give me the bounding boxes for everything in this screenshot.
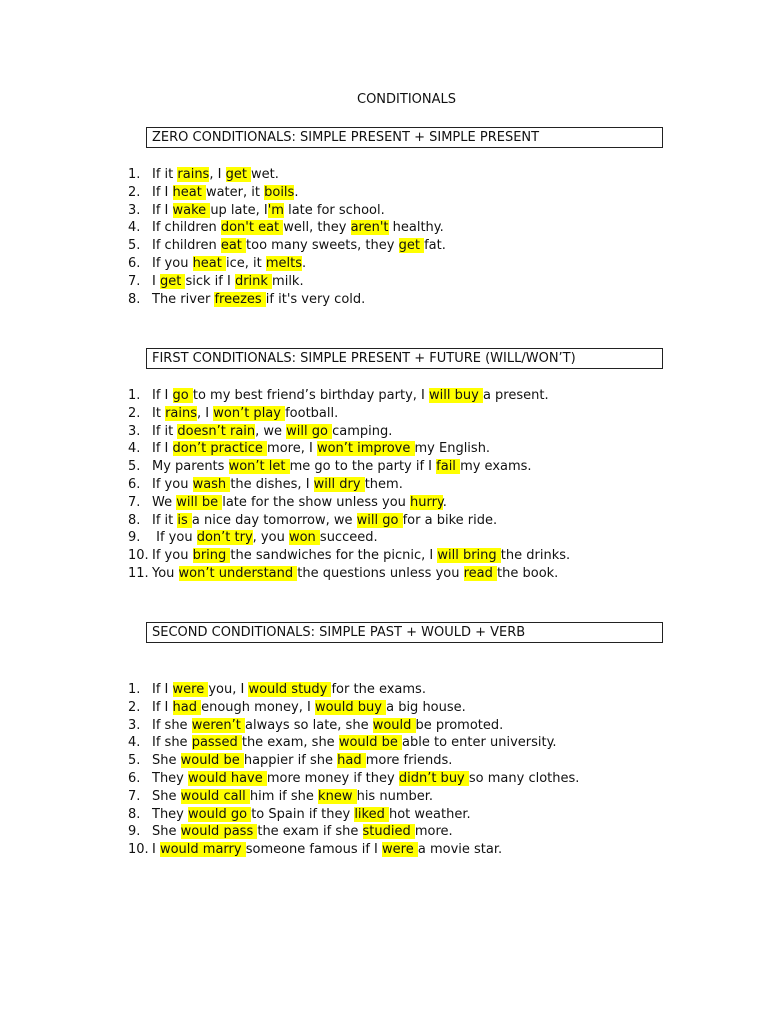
highlighted-verb: 'm bbox=[267, 202, 284, 218]
highlighted-verb: don’t practice bbox=[172, 441, 268, 457]
sentence-text: If I bbox=[152, 388, 173, 403]
item-number: 1. bbox=[128, 682, 141, 697]
page-title: CONDITIONALS bbox=[357, 92, 456, 107]
list-item bbox=[128, 699, 579, 717]
highlighted-verb: aren't bbox=[350, 220, 389, 236]
highlighted-verb: boils bbox=[264, 184, 295, 200]
list-item bbox=[128, 291, 446, 309]
highlighted-verb: wash bbox=[192, 476, 231, 492]
list-item bbox=[128, 255, 446, 273]
sentence-text: ice, it bbox=[226, 255, 266, 271]
highlighted-verb: would be bbox=[338, 735, 403, 751]
sentence-text: happier if she bbox=[243, 753, 338, 769]
sentence-text: She bbox=[152, 753, 181, 769]
sentence-text: succeed. bbox=[319, 530, 378, 546]
item-number: 4. bbox=[128, 441, 141, 457]
highlighted-verb: had bbox=[337, 753, 366, 769]
highlighted-verb: get bbox=[398, 238, 425, 254]
list-item bbox=[128, 423, 570, 441]
highlighted-verb: won bbox=[288, 530, 320, 546]
sentence-text: enough money, I bbox=[201, 699, 315, 715]
highlighted-verb: weren’t bbox=[191, 717, 245, 733]
item-number: 7. bbox=[128, 788, 141, 804]
sentence-text: If you bbox=[152, 255, 193, 271]
sentence-text: hot weather. bbox=[388, 806, 471, 822]
item-number: 4. bbox=[128, 220, 141, 236]
item-number: 3. bbox=[128, 423, 141, 439]
highlighted-verb: fail bbox=[436, 459, 461, 475]
list-item bbox=[128, 512, 570, 530]
sentence-text: , I bbox=[209, 167, 226, 182]
item-number: 1. bbox=[128, 388, 141, 403]
highlighted-verb: won’t understand bbox=[178, 565, 298, 581]
sentence-text: If I bbox=[152, 682, 173, 697]
sentence-text: If children bbox=[152, 238, 221, 254]
item-number: 11. bbox=[128, 565, 149, 581]
sentence-text: If it bbox=[152, 423, 178, 439]
item-number: 5. bbox=[128, 459, 141, 475]
item-number: 6. bbox=[128, 770, 141, 786]
highlighted-verb: bring bbox=[192, 548, 231, 564]
highlighted-verb: heat bbox=[172, 184, 206, 200]
list-item bbox=[128, 219, 446, 237]
sentence-text: wet. bbox=[251, 167, 279, 182]
item-number: 9. bbox=[128, 824, 141, 840]
list-item bbox=[128, 717, 579, 735]
sentence-text: the dishes, I bbox=[230, 476, 314, 492]
section-heading-second: SECOND CONDITIONALS: SIMPLE PAST + WOULD + VERB bbox=[146, 622, 663, 643]
highlighted-verb: were bbox=[382, 842, 418, 858]
sentence-text: someone famous if I bbox=[245, 842, 383, 858]
sentence-text: If I bbox=[152, 699, 173, 715]
sentence-text: healthy. bbox=[388, 220, 444, 236]
highlighted-verb: drink bbox=[234, 273, 273, 289]
highlighted-verb: will bring bbox=[437, 548, 501, 564]
list-item bbox=[128, 405, 570, 423]
highlighted-verb: would bbox=[372, 717, 416, 733]
item-number: 10. bbox=[128, 842, 149, 858]
highlighted-verb: passed bbox=[191, 735, 242, 751]
sentence-text: late for the show unless you bbox=[222, 494, 411, 510]
sentence-text: me go to the party if I bbox=[289, 459, 437, 475]
highlighted-verb: eat bbox=[220, 238, 247, 254]
list-item bbox=[128, 734, 579, 752]
sentence-text: be promoted. bbox=[415, 717, 504, 733]
sentence-text: , I bbox=[197, 405, 214, 421]
highlighted-verb: would call bbox=[180, 788, 250, 804]
highlighted-verb: rains bbox=[165, 405, 198, 421]
sentence-text: my exams. bbox=[460, 459, 532, 475]
list-item bbox=[128, 565, 570, 583]
item-number: 6. bbox=[128, 476, 141, 492]
sentence-text: They bbox=[152, 806, 189, 822]
sentence-text: If it bbox=[152, 167, 178, 182]
sentence-text: the book. bbox=[497, 565, 559, 581]
highlighted-verb: would be bbox=[180, 753, 244, 769]
sentence-text: late for school. bbox=[283, 202, 385, 218]
item-number: 2. bbox=[128, 699, 141, 715]
sentence-text: always so late, she bbox=[244, 717, 373, 733]
sentence-text: The river bbox=[152, 291, 215, 307]
section-heading-zero: ZERO CONDITIONALS: SIMPLE PRESENT + SIMPLE PRESENT bbox=[146, 127, 663, 148]
highlighted-verb: won’t let bbox=[228, 459, 290, 475]
sentence-text: . bbox=[302, 255, 307, 271]
sentence-text: the drinks. bbox=[500, 548, 571, 564]
sentence-text: football. bbox=[285, 405, 339, 421]
highlighted-verb: wake bbox=[172, 202, 211, 218]
sentence-text: them. bbox=[364, 476, 403, 492]
sentence-text: . bbox=[294, 184, 299, 200]
sentence-text: camping. bbox=[332, 423, 393, 439]
sentence-text: able to enter university. bbox=[402, 735, 557, 751]
item-number: 8. bbox=[128, 291, 141, 307]
sentence-text: It bbox=[152, 405, 166, 421]
sentence-text: If children bbox=[152, 220, 221, 236]
item-number: 3. bbox=[128, 717, 141, 733]
sentence-text: up late, I bbox=[210, 202, 268, 218]
sentence-text: My parents bbox=[152, 459, 229, 475]
sentence-text: for the exams. bbox=[331, 682, 426, 697]
sentence-text: so many clothes. bbox=[468, 770, 580, 786]
sentence-text: She bbox=[152, 824, 181, 840]
item-number: 2. bbox=[128, 405, 141, 421]
list-item bbox=[128, 458, 570, 476]
sentence-text: to Spain if they bbox=[251, 806, 355, 822]
list-item bbox=[128, 184, 446, 202]
sentence-text: I bbox=[152, 842, 160, 858]
highlighted-verb: didn’t buy bbox=[398, 770, 469, 786]
highlighted-verb: freezes bbox=[214, 291, 266, 307]
highlighted-verb: studied bbox=[362, 824, 415, 840]
list-item bbox=[128, 273, 446, 291]
highlighted-verb: had bbox=[172, 699, 202, 715]
sentence-text: If she bbox=[152, 735, 192, 751]
sentence-text: a nice day tomorrow, we bbox=[191, 512, 357, 528]
highlighted-verb: rains bbox=[177, 167, 210, 182]
highlighted-verb: would pass bbox=[180, 824, 258, 840]
list-item bbox=[128, 547, 570, 565]
first-conditionals-list bbox=[128, 387, 570, 583]
sentence-text: a movie star. bbox=[417, 842, 503, 858]
highlighted-verb: don’t try bbox=[196, 530, 253, 546]
sentence-text: water, it bbox=[205, 184, 265, 200]
list-item bbox=[128, 841, 579, 859]
sentence-text: fat. bbox=[424, 238, 446, 254]
list-item bbox=[128, 494, 570, 512]
highlighted-verb: heat bbox=[192, 255, 226, 271]
highlighted-verb: don't eat bbox=[220, 220, 284, 236]
sentence-text: If you bbox=[152, 548, 193, 564]
sentence-text: more money if they bbox=[266, 770, 399, 786]
sentence-text: sick if I bbox=[185, 273, 235, 289]
sentence-text: They bbox=[152, 770, 189, 786]
item-number: 5. bbox=[128, 753, 141, 769]
highlighted-verb: won’t play bbox=[213, 405, 286, 421]
sentence-text: She bbox=[152, 788, 181, 804]
list-item bbox=[128, 237, 446, 255]
section-heading-first: FIRST CONDITIONALS: SIMPLE PRESENT + FUTURE (WILL/WON’T) bbox=[146, 348, 663, 369]
highlighted-verb: will dry bbox=[313, 476, 365, 492]
highlighted-verb: melts bbox=[265, 255, 303, 271]
item-number: 6. bbox=[128, 255, 141, 271]
sentence-text: his number. bbox=[356, 788, 434, 804]
sentence-text: If you bbox=[152, 476, 193, 492]
sentence-text: We bbox=[152, 494, 177, 510]
sentence-text: If it bbox=[152, 512, 178, 528]
sentence-text: a big house. bbox=[386, 699, 466, 715]
sentence-text: to my best friend’s birthday party, I bbox=[192, 388, 430, 403]
sentence-text: the exam if she bbox=[257, 824, 363, 840]
sentence-text: more friends. bbox=[365, 753, 453, 769]
item-number: 7. bbox=[128, 273, 141, 289]
sentence-text: If I bbox=[152, 441, 173, 457]
sentence-text: I bbox=[152, 273, 160, 289]
sentence-text: well, they bbox=[283, 220, 351, 236]
highlighted-verb: read bbox=[463, 565, 498, 581]
list-item bbox=[128, 202, 446, 220]
sentence-text: the questions unless you bbox=[297, 565, 464, 581]
highlighted-verb: go bbox=[172, 388, 193, 403]
sentence-text: too many sweets, they bbox=[246, 238, 399, 254]
sentence-text: You bbox=[152, 565, 179, 581]
sentence-text: If she bbox=[152, 717, 192, 733]
highlighted-verb: hurry bbox=[410, 494, 443, 510]
item-number: 8. bbox=[128, 806, 141, 822]
sentence-text: milk. bbox=[272, 273, 304, 289]
item-number: 1. bbox=[128, 167, 141, 182]
sentence-text: you, I bbox=[208, 682, 249, 697]
highlighted-verb: will go bbox=[356, 512, 403, 528]
list-item bbox=[128, 681, 579, 699]
sentence-text: more. bbox=[414, 824, 453, 840]
highlighted-verb: knew bbox=[318, 788, 357, 804]
list-item bbox=[128, 788, 579, 806]
sentence-text: If I bbox=[152, 202, 173, 218]
sentence-text: the exam, she bbox=[241, 735, 339, 751]
sentence-text: the sandwiches for the picnic, I bbox=[230, 548, 438, 564]
item-number: 4. bbox=[128, 735, 141, 751]
item-number: 10. bbox=[128, 548, 149, 564]
highlighted-verb: would buy bbox=[314, 699, 387, 715]
highlighted-verb: would go bbox=[188, 806, 252, 822]
list-item bbox=[128, 770, 579, 788]
list-item bbox=[128, 476, 570, 494]
highlighted-verb: won’t improve bbox=[316, 441, 415, 457]
highlighted-verb: is bbox=[177, 512, 192, 528]
item-number: 5. bbox=[128, 238, 141, 254]
list-item bbox=[128, 752, 579, 770]
list-item bbox=[128, 823, 579, 841]
list-item bbox=[128, 440, 570, 458]
list-item bbox=[128, 166, 446, 184]
item-number: 8. bbox=[128, 512, 141, 528]
sentence-text: if it's very cold. bbox=[265, 291, 366, 307]
sentence-text: my English. bbox=[414, 441, 491, 457]
item-number: 2. bbox=[128, 184, 141, 200]
list-item bbox=[128, 806, 579, 824]
highlighted-verb: will be bbox=[176, 494, 223, 510]
sentence-text: , you bbox=[252, 530, 289, 546]
highlighted-verb: get bbox=[225, 167, 252, 182]
highlighted-verb: will buy bbox=[429, 388, 483, 403]
highlighted-verb: were bbox=[172, 682, 209, 697]
sentence-text: for a bike ride. bbox=[402, 512, 498, 528]
sentence-text: him if she bbox=[249, 788, 319, 804]
item-number: 7. bbox=[128, 494, 141, 510]
highlighted-verb: liked bbox=[354, 806, 389, 822]
list-item bbox=[128, 529, 570, 547]
zero-conditionals-list bbox=[128, 166, 446, 308]
second-conditionals-list bbox=[128, 681, 579, 859]
sentence-text: , we bbox=[255, 423, 287, 439]
highlighted-verb: get bbox=[159, 273, 186, 289]
highlighted-verb: will go bbox=[286, 423, 333, 439]
list-item bbox=[128, 387, 570, 405]
highlighted-verb: would study bbox=[248, 682, 332, 697]
sentence-text: more, I bbox=[267, 441, 317, 457]
item-number: 3. bbox=[128, 202, 141, 218]
sentence-text: . bbox=[442, 494, 447, 510]
highlighted-verb: would marry bbox=[159, 842, 246, 858]
sentence-text: If I bbox=[152, 184, 173, 200]
highlighted-verb: doesn’t rain bbox=[177, 423, 256, 439]
highlighted-verb: would have bbox=[188, 770, 267, 786]
item-number: 9. bbox=[128, 530, 141, 546]
sentence-text: If you bbox=[152, 530, 197, 546]
sentence-text: a present. bbox=[482, 388, 549, 403]
